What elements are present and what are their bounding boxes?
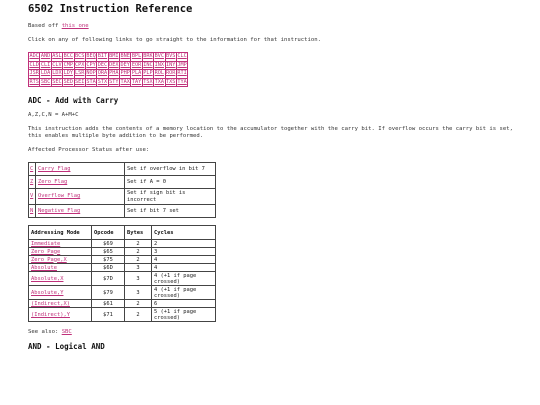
opcode-cell: $71 (92, 308, 125, 322)
flag-row (29, 176, 216, 189)
header-mode: Addressing Mode (29, 226, 92, 240)
instruction-link-inc[interactable]: INC (143, 61, 153, 68)
instruction-grid-row (29, 70, 188, 79)
bytes-cell: 3 (125, 286, 152, 300)
instruction-link-clv[interactable]: CLV (52, 61, 62, 68)
opcode-cell: $7D (92, 272, 125, 286)
see-also-link[interactable]: SBC (61, 329, 72, 335)
instruction-link-bpl[interactable]: BPL (131, 53, 142, 60)
instruction-link-txa[interactable]: TXA (154, 78, 164, 85)
instruction-link-sed[interactable]: SED (63, 78, 73, 85)
instruction-link-txs[interactable]: TXS (166, 78, 176, 85)
addressing-mode-row (29, 256, 216, 264)
instruction-grid-row (29, 53, 188, 62)
addressing-mode-link[interactable]: Absolute,X (31, 275, 64, 282)
instruction-link-bvs[interactable]: BVS (166, 53, 176, 60)
instruction-link-ldx[interactable]: LDX (52, 70, 62, 77)
addressing-mode-link[interactable]: (Indirect),Y (31, 311, 70, 318)
header-bytes: Bytes (125, 226, 152, 240)
opcode-cell: $61 (92, 300, 125, 308)
page-title: 6502 Instruction Reference (28, 3, 193, 15)
instruction-link-sbc[interactable]: SBC (40, 78, 51, 85)
addressing-mode-row (29, 300, 216, 308)
instruction-link-asl[interactable]: ASL (52, 53, 62, 60)
addressing-mode-row (29, 248, 216, 256)
instruction-link-lsr[interactable]: LSR (75, 70, 85, 77)
cycles-cell: 4 (152, 256, 216, 264)
header-cycles: Cycles (152, 226, 216, 240)
addressing-mode-row (29, 308, 216, 322)
cycles-cell: 4 (+1 if page crossed) (152, 286, 216, 300)
see-also-line (28, 329, 528, 336)
addressing-mode-row (29, 264, 216, 272)
addressing-mode-row (29, 272, 216, 286)
flag-effect: Set if sign bit is incorrect (125, 189, 216, 205)
flag-effect: Set if A = 0 (125, 176, 216, 189)
instruction-link-jmp[interactable]: JMP (177, 61, 187, 68)
instruction-link-pla[interactable]: PLA (131, 70, 142, 77)
addressing-modes-table (28, 225, 216, 322)
opcode-cell: $75 (92, 256, 125, 264)
cycles-cell: 3 (152, 248, 216, 256)
instruction-description: This instruction adds the contents of a memory location to the accumulator together with the carry bit. If overflow occurs the carry bit is set, this enables multiple byte addition to be performed. (28, 126, 513, 139)
flag-effect: Set if bit 7 set (125, 205, 216, 218)
instruction-link-bne[interactable]: BNE (120, 53, 130, 60)
flag-row (29, 205, 216, 218)
instruction-link-clc[interactable]: CLC (177, 53, 187, 60)
instruction-link-jsr[interactable]: JSR (29, 70, 39, 77)
instruction-link-php[interactable]: PHP (120, 70, 130, 77)
section-heading: ADC - Add with Carry (28, 96, 119, 105)
instruction-link-bvc[interactable]: BVC (154, 53, 164, 60)
instruction-link-rti[interactable]: RTI (177, 70, 187, 77)
cycles-cell: 6 (152, 300, 216, 308)
addressing-mode-link[interactable]: Immediate (31, 240, 61, 247)
instruction-grid-row (29, 78, 188, 87)
bytes-cell: 2 (125, 240, 152, 248)
instruction-link-cld[interactable]: CLD (29, 61, 39, 68)
instruction-link-ldy[interactable]: LDY (63, 70, 73, 77)
bytes-cell: 2 (125, 308, 152, 322)
instruction-link-nop[interactable]: NOP (86, 70, 96, 77)
cycles-cell: 5 (+1 if page crossed) (152, 308, 216, 322)
instruction-link-sei[interactable]: SEI (75, 78, 85, 85)
instruction-link-pha[interactable]: PHA (109, 70, 119, 77)
instruction-link-stx[interactable]: STX (97, 78, 108, 85)
instruction-link-sec[interactable]: SEC (52, 78, 62, 85)
addressing-mode-link[interactable]: Absolute,Y (31, 289, 64, 296)
bytes-cell: 2 (125, 300, 152, 308)
instruction-link-iny[interactable]: INY (166, 61, 176, 68)
addressing-mode-link[interactable]: Zero Page,X (31, 256, 67, 263)
flag-row (29, 189, 216, 205)
addressing-mode-row (29, 286, 216, 300)
instruction-effect: A,Z,C,N = A+M+C (28, 112, 79, 118)
instruction-link-bit[interactable]: BIT (97, 53, 108, 60)
flag-name-link[interactable]: Overflow Flag (38, 193, 81, 200)
instruction-link-rol[interactable]: ROL (154, 70, 164, 77)
instruction-link-rts[interactable]: RTS (29, 78, 39, 85)
header-opcode: Opcode (92, 226, 125, 240)
opcode-cell: $69 (92, 240, 125, 248)
instruction-link-bcc[interactable]: BCC (63, 53, 73, 60)
instruction-link-tya[interactable]: TYA (177, 78, 187, 85)
instruction-link-bmi[interactable]: BMI (109, 53, 119, 60)
flag-row (29, 163, 216, 176)
addressing-mode-link[interactable]: Absolute (31, 264, 57, 271)
flag-letter-link[interactable]: C (30, 165, 34, 172)
links-prompt: Click on any of following links to go straight to the information for that instruction. (28, 37, 321, 43)
opcode-cell: $6D (92, 264, 125, 272)
addressing-mode-link[interactable]: (Indirect,X) (31, 300, 70, 307)
addressing-mode-row (29, 240, 216, 248)
instruction-link-inx[interactable]: INX (154, 61, 164, 68)
instruction-grid-row (29, 61, 188, 70)
instruction-link-cli[interactable]: CLI (40, 61, 51, 68)
bytes-cell: 2 (125, 256, 152, 264)
instruction-link-sta[interactable]: STA (86, 78, 96, 85)
instruction-link-cpx[interactable]: CPX (75, 61, 85, 68)
addressing-mode-link[interactable]: Zero Page (31, 248, 61, 255)
instruction-link-tsx[interactable]: TSX (143, 78, 153, 85)
instruction-link-ora[interactable]: ORA (97, 70, 108, 77)
flag-effect: Set if overflow in bit 7 (125, 163, 216, 176)
flag-name-link[interactable]: Zero Flag (38, 178, 68, 185)
intro-prefix: Based off (28, 23, 62, 29)
instruction-link-adc[interactable]: ADC (29, 53, 39, 60)
cycles-cell: 4 (+1 if page crossed) (152, 272, 216, 286)
instruction-link-beq[interactable]: BEQ (86, 53, 96, 60)
instruction-link-plp[interactable]: PLP (143, 70, 153, 77)
opcode-cell: $79 (92, 286, 125, 300)
flag-letter-link[interactable]: Z (30, 178, 34, 185)
flag-name-link[interactable]: Negative Flag (38, 207, 81, 214)
instruction-link-bcs[interactable]: BCS (75, 53, 85, 60)
instruction-link-tay[interactable]: TAY (131, 78, 142, 85)
instruction-link-eor[interactable]: EOR (131, 61, 142, 68)
bytes-cell: 3 (125, 272, 152, 286)
instruction-link-lda[interactable]: LDA (40, 70, 51, 77)
flag-letter-link[interactable]: V (30, 193, 34, 200)
see-also-prefix: See also: (28, 329, 62, 335)
affected-status-label: Affected Processor Status after use: (28, 147, 150, 153)
instruction-link-tax[interactable]: TAX (120, 78, 130, 85)
instruction-link-dey[interactable]: DEY (120, 61, 130, 68)
modes-header-row (29, 226, 216, 240)
flag-letter-link[interactable]: N (30, 207, 34, 214)
instruction-link-ror[interactable]: ROR (166, 70, 176, 77)
bytes-cell: 3 (125, 264, 152, 272)
instruction-link-cmp[interactable]: CMP (63, 61, 73, 68)
instruction-link-cpy[interactable]: CPY (86, 61, 96, 68)
bytes-cell: 2 (125, 248, 152, 256)
instruction-link-brk[interactable]: BRK (143, 53, 153, 60)
instruction-link-dec[interactable]: DEC (97, 61, 108, 68)
instruction-link-sty[interactable]: STY (109, 78, 119, 85)
flags-table (28, 162, 216, 218)
opcode-cell: $65 (92, 248, 125, 256)
flag-name-link[interactable]: Carry Flag (38, 165, 71, 172)
cycles-cell: 4 (152, 264, 216, 272)
page (28, 0, 528, 351)
next-section-heading: AND - Logical AND (28, 342, 105, 351)
instruction-link-dex[interactable]: DEX (109, 61, 119, 68)
instruction-link-and[interactable]: AND (40, 53, 51, 60)
cycles-cell: 2 (152, 240, 216, 248)
instruction-grid (28, 52, 188, 87)
source-link[interactable]: this one (61, 23, 89, 29)
intro-line (28, 23, 528, 30)
